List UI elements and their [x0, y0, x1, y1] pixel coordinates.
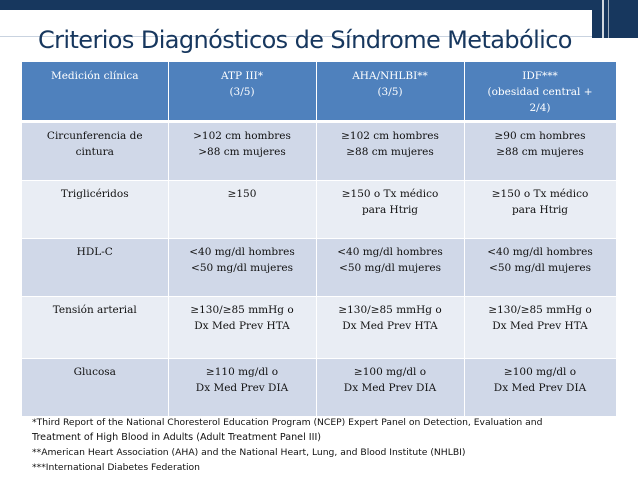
criteria-table	[22, 62, 617, 417]
table-row	[22, 122, 616, 181]
table-cell-idf	[464, 122, 616, 181]
cell-line: ≥150 o Tx médico	[491, 188, 589, 200]
header-cell-line: ATP III*	[220, 70, 264, 82]
cell-line: ≥88 cm mujeres	[346, 146, 434, 158]
table-cell-measure	[22, 181, 168, 239]
table-cell-atp	[168, 359, 316, 417]
cell-line: Dx Med Prev HTA	[342, 320, 438, 332]
cell-line: Tensión arterial	[52, 304, 137, 316]
header-cell-line: IDF***	[522, 70, 558, 82]
cell-line: >88 cm mujeres	[198, 146, 286, 158]
table-row	[22, 239, 616, 297]
table-cell-aha	[316, 359, 464, 417]
table-row	[22, 297, 616, 359]
header-cell-measure	[22, 62, 168, 122]
corner-decoration	[592, 0, 638, 38]
cell-line: HDL-C	[76, 246, 113, 258]
cell-line: ≥88 cm mujeres	[496, 146, 584, 158]
cell-line: para Htrig	[361, 204, 419, 216]
footnote-idf: ***International Diabetes Federation	[32, 462, 200, 473]
header-cell-line: Medición clínica	[50, 70, 139, 82]
cell-line: <50 mg/dl mujeres	[339, 262, 441, 274]
table-body	[22, 122, 616, 417]
table-cell-aha	[316, 239, 464, 297]
cell-line: ≥90 cm hombres	[494, 130, 586, 142]
cell-line: <40 mg/dl hombres	[337, 246, 443, 258]
cell-line: ≥130/≥85 mmHg o	[488, 304, 592, 316]
table-cell-idf	[464, 359, 616, 417]
cell-line: ≥130/≥85 mmHg o	[190, 304, 294, 316]
table-cell-measure	[22, 239, 168, 297]
table-cell-aha	[316, 122, 464, 181]
table-cell-atp	[168, 239, 316, 297]
cell-line: Dx Med Prev DIA	[195, 382, 289, 394]
table-cell-idf	[464, 297, 616, 359]
table-header-row	[22, 62, 616, 122]
cell-line: ≥150 o Tx médico	[341, 188, 439, 200]
slide-title: Criterios Diagnósticos de Síndrome Metabólico	[38, 26, 572, 54]
table-cell-measure	[22, 122, 168, 181]
corner-stripe	[602, 0, 604, 38]
cell-line: Circunferencia de	[46, 130, 143, 142]
cell-line: ≥100 mg/dl o	[503, 366, 577, 378]
cell-line: Glucosa	[73, 366, 116, 378]
footnotes	[32, 415, 622, 475]
table-cell-atp	[168, 297, 316, 359]
corner-stripe	[608, 0, 609, 38]
header-cell-atp	[168, 62, 316, 122]
footnote-aha: **American Heart Association (AHA) and the National Heart, Lung, and Blood Institute (NHLBI)	[32, 447, 466, 458]
cell-line: Dx Med Prev HTA	[194, 320, 290, 332]
cell-line: ≥150	[227, 188, 257, 200]
header-cell-line: (obesidad central +	[487, 86, 593, 98]
table-cell-atp	[168, 181, 316, 239]
cell-line: <50 mg/dl mujeres	[191, 262, 293, 274]
cell-line: Dx Med Prev DIA	[493, 382, 587, 394]
header-cell-line: (3/5)	[377, 86, 403, 98]
header-cell-aha	[316, 62, 464, 122]
cell-line: Dx Med Prev HTA	[492, 320, 588, 332]
cell-line: cintura	[75, 146, 114, 158]
footnote-atp-continued: Treatment of High Blood in Adults (Adult Treatment Panel III)	[32, 432, 322, 443]
header-cell-idf	[464, 62, 616, 122]
table-cell-aha	[316, 181, 464, 239]
table-cell-idf	[464, 239, 616, 297]
table-row	[22, 359, 616, 417]
cell-line: ≥110 mg/dl o	[205, 366, 279, 378]
table-cell-atp	[168, 122, 316, 181]
header-cell-line: 2/4)	[529, 102, 551, 114]
table-cell-idf	[464, 181, 616, 239]
table-cell-aha	[316, 297, 464, 359]
cell-line: Dx Med Prev DIA	[343, 382, 437, 394]
top-decorative-band	[0, 0, 638, 10]
table-row	[22, 181, 616, 239]
cell-line: >102 cm hombres	[193, 130, 291, 142]
footnote-atp: *Third Report of the National Choresterol Education Program (NCEP) Expert Panel on Detection, Evaluation and	[32, 417, 543, 428]
cell-line: <40 mg/dl hombres	[487, 246, 593, 258]
cell-line: Triglicéridos	[60, 188, 129, 200]
header-cell-line: (3/5)	[229, 86, 255, 98]
cell-line: para Htrig	[511, 204, 569, 216]
table-cell-measure	[22, 359, 168, 417]
cell-line: <40 mg/dl hombres	[189, 246, 295, 258]
cell-line: ≥100 mg/dl o	[353, 366, 427, 378]
cell-line: ≥102 cm hombres	[341, 130, 439, 142]
table-cell-measure	[22, 297, 168, 359]
header-cell-line: AHA/NHLBI**	[352, 70, 428, 82]
cell-line: ≥130/≥85 mmHg o	[338, 304, 442, 316]
cell-line: <50 mg/dl mujeres	[489, 262, 591, 274]
